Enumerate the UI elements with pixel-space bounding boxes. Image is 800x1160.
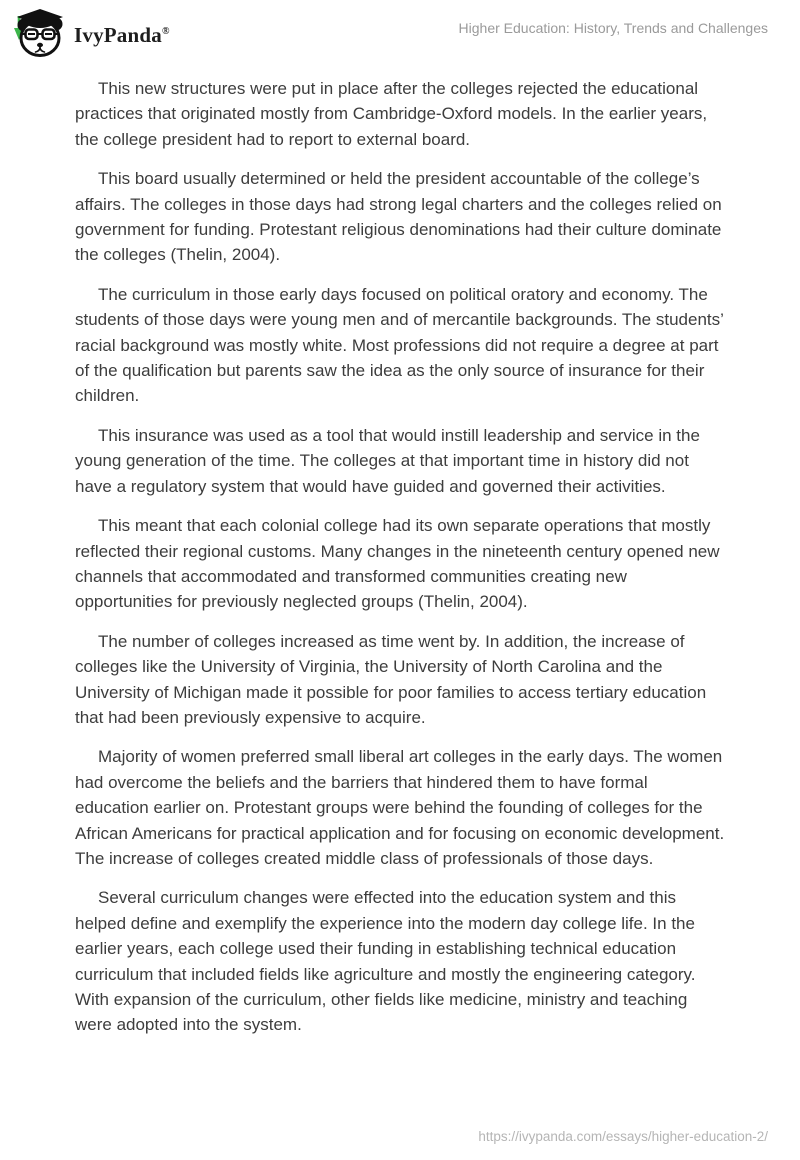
source-url: https://ivypanda.com/essays/higher-education-2/ xyxy=(478,1129,768,1144)
page-header xyxy=(0,0,800,62)
essay-paragraph-5: This meant that each colonial college had its own separate operations that mostly reflected their regional customs. Many changes in the nineteenth century opened new channels that accommodated and transformed communities creating new opportunities for previously neglected groups (Thelin, 2004). xyxy=(75,516,720,612)
brand-name-text: IvyPanda xyxy=(74,23,162,47)
essay-paragraph-4: This insurance was used as a tool that would instill leadership and service in the young generation of the time. The colleges at that important time in history did not have a regulatory system that would have guided and governed their activities. xyxy=(75,425,700,496)
registered-mark: ® xyxy=(161,26,170,37)
brand-name xyxy=(74,7,170,60)
essay-paragraph-2: This board usually determined or held the president accountable of the college’s affairs. The colleges in those days had strong legal charters and the colleges relied on government for funding. Protestant religious denominations had their culture dominate the colleges (Thelin, 2004). xyxy=(75,169,722,265)
essay-paragraph-6: The number of colleges increased as time went by. In addition, the increase of colleges like the University of Virginia, the University of North Carolina and the University of Michigan made it possible for poor families to access tertiary education that had been previously expensive to acquire. xyxy=(75,631,707,727)
page-footer xyxy=(478,1129,768,1144)
essay-body xyxy=(0,76,800,1038)
brand xyxy=(11,7,170,60)
graduate-panda-logo-icon xyxy=(11,9,65,59)
essay-paragraph-7: Majority of women preferred small liberal art colleges in the early days. The women had overcome the beliefs and the barriers that hindered them to have formal education earlier on. Protestant groups were behind the founding of colleges for the African Americans for practical application and for focusing on economic development. The increase of colleges created middle class of professionals of those days. xyxy=(75,747,725,868)
essay-paragraph-1: This new structures were put in place after the colleges rejected the educational practices that originated mostly from Cambridge-Oxford models. In the earlier years, the college president had to report to external board. xyxy=(75,79,708,149)
essay-paragraph-8: Several curriculum changes were effected into the education system and this helped define and exemplify the experience into the modern day college life. In the earlier years, each college used their funding in establishing technical education curriculum that included fields like agriculture and mostly the engineering category. With expansion of the curriculum, other fields like medicine, ministry and teaching were adopted into the system. xyxy=(75,888,696,1035)
essay-paragraph-3: The curriculum in those early days focused on political oratory and economy. The students of those days were young men and of mercantile backgrounds. The students’ racial background was mostly white. Most professions did not require a degree at part of the qualification but parents saw the idea as the only source of insurance for their children. xyxy=(75,284,724,406)
document-title: Higher Education: History, Trends and Challenges xyxy=(458,20,768,36)
